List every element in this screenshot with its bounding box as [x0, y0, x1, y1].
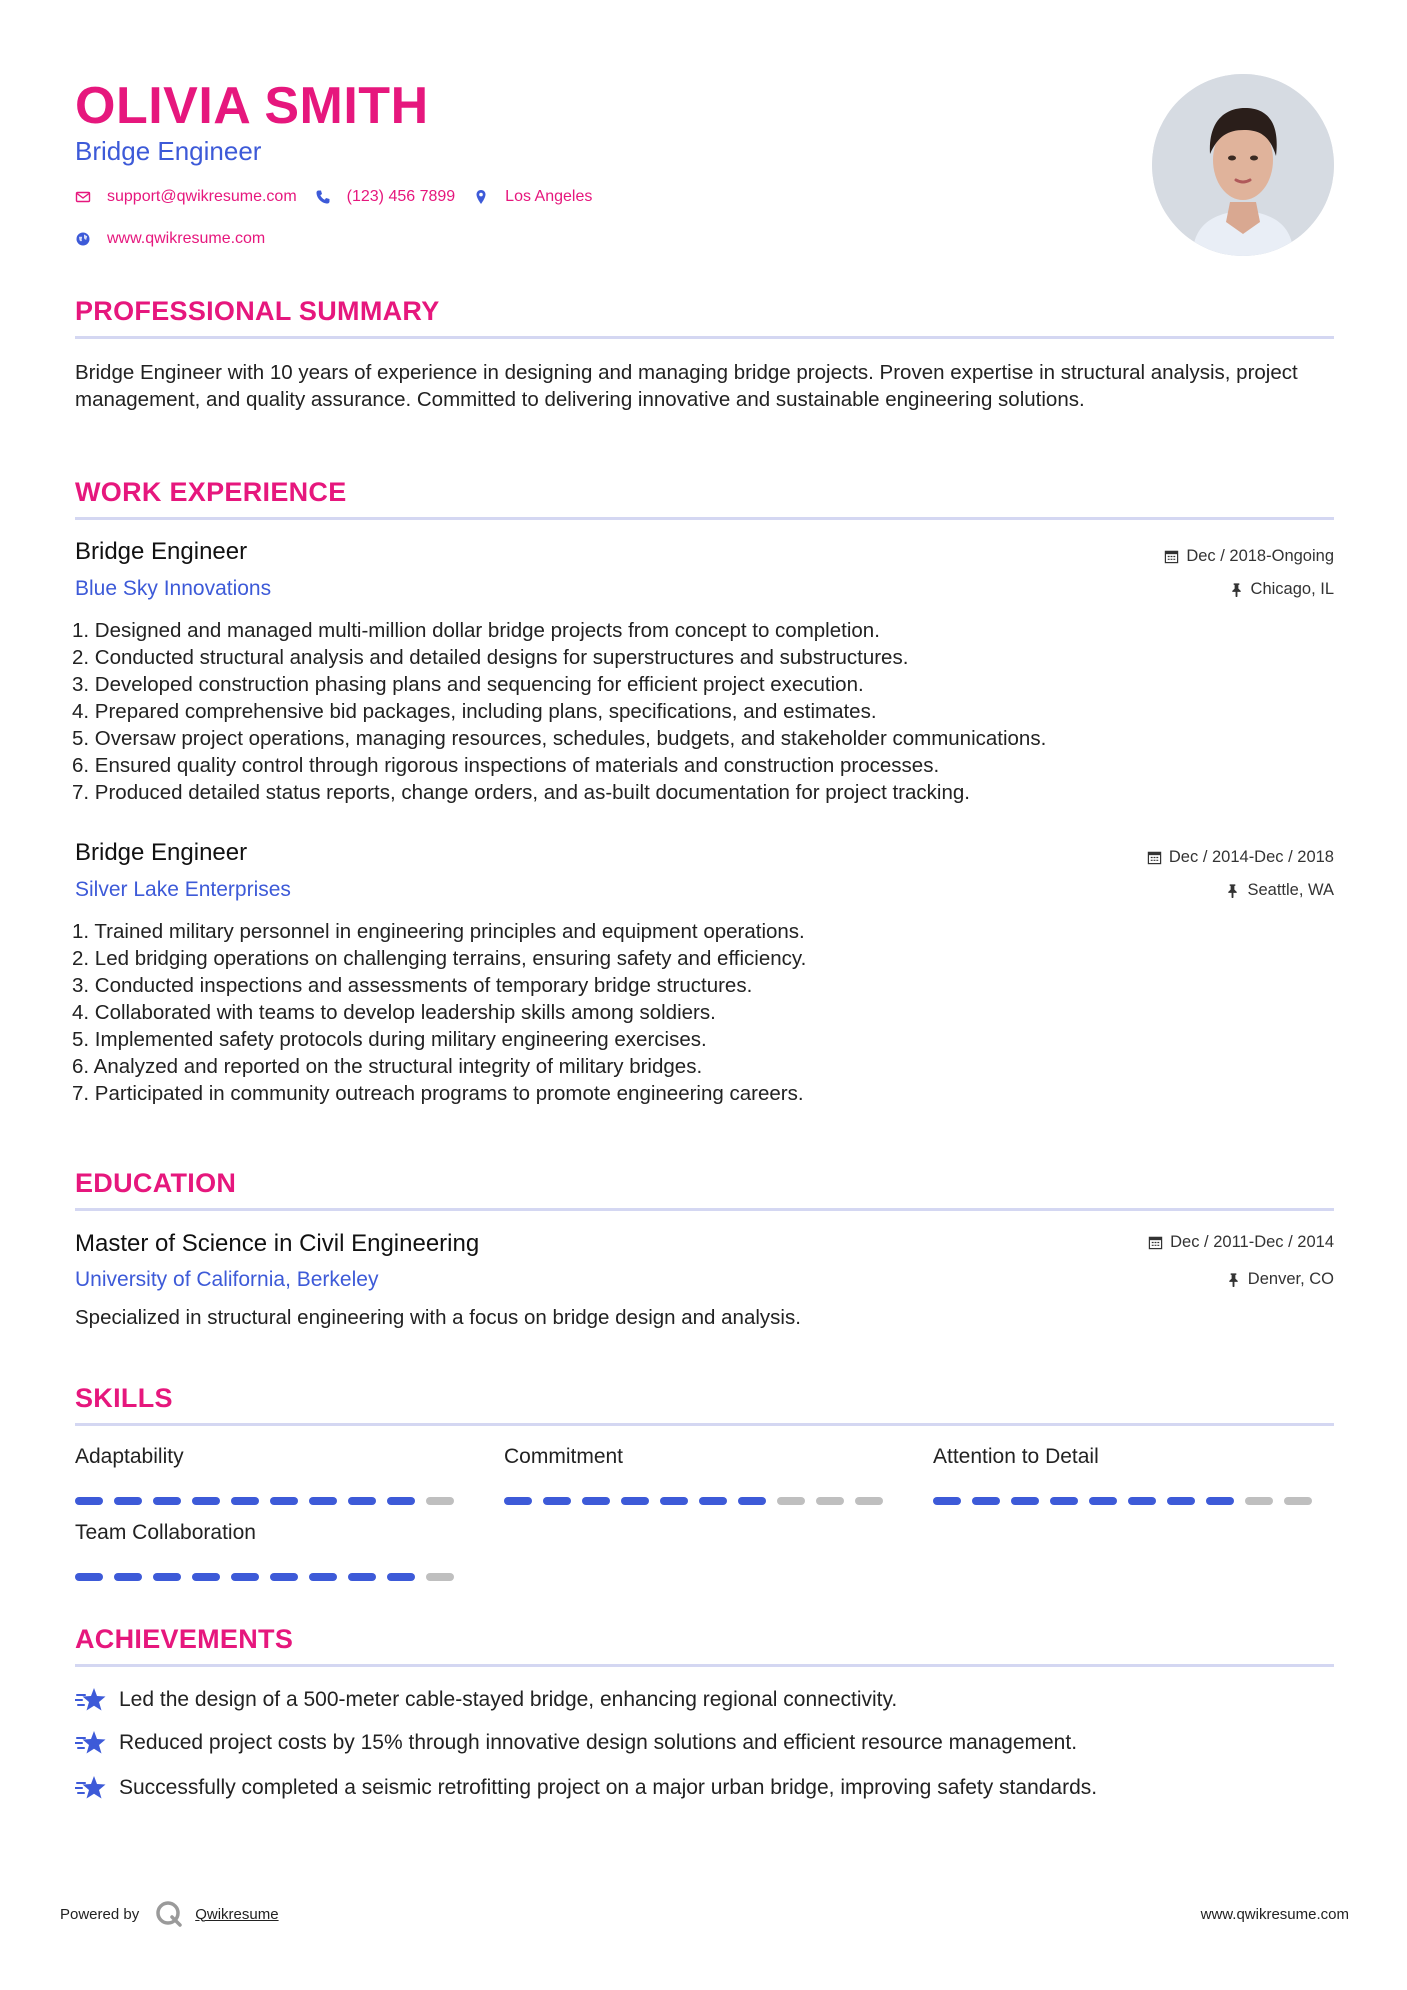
- skill-segment-filled: [270, 1573, 298, 1581]
- skill-segment-filled: [75, 1573, 103, 1581]
- skill-segment-empty: [816, 1497, 844, 1505]
- education-degree: Master of Science in Civil Engineering: [75, 1230, 480, 1257]
- location-item: [473, 188, 592, 206]
- job-2-location: [1225, 881, 1334, 900]
- skill-segment-filled: [231, 1497, 259, 1505]
- qwikresume-link[interactable]: Qwikresume: [195, 1905, 279, 1923]
- list-item: 4. Prepared comprehensive bid packages, including plans, specifications, and estimates.: [72, 700, 877, 723]
- phone-text: (123) 456 7899: [346, 188, 456, 205]
- skill-segment-filled: [582, 1497, 610, 1505]
- education-location-text: Denver, CO: [1247, 1270, 1334, 1288]
- star-icon: [75, 1686, 107, 1714]
- skill-segment-empty: [1284, 1497, 1312, 1505]
- achievement-text: Reduced project costs by 15% through innovative design solutions and efficient resource management.: [119, 1731, 1078, 1754]
- skill-segment-filled: [504, 1497, 532, 1505]
- website-text: www.qwikresume.com: [107, 230, 266, 247]
- footer-website[interactable]: www.qwikresume.com: [1200, 1906, 1349, 1923]
- pushpin-icon: [1225, 883, 1240, 898]
- candidate-title: Bridge Engineer: [75, 136, 262, 166]
- skills-heading: SKILLS: [75, 1383, 173, 1413]
- job-1-dates: [1164, 547, 1334, 566]
- skill-segment-filled: [699, 1497, 727, 1505]
- skill-segment-filled: [972, 1497, 1000, 1505]
- achievements-heading: ACHIEVEMENTS: [75, 1624, 294, 1654]
- skill-segment-filled: [387, 1497, 415, 1505]
- skill-segment-filled: [270, 1497, 298, 1505]
- job-2-title: Bridge Engineer: [75, 839, 248, 866]
- skill-segment-filled: [621, 1497, 649, 1505]
- skill-segment-filled: [114, 1497, 142, 1505]
- skill-segment-filled: [1050, 1497, 1078, 1505]
- experience-divider: [75, 517, 1334, 520]
- education-school: University of California, Berkeley: [75, 1268, 379, 1291]
- footer-powered-by: [60, 1900, 279, 1928]
- skill-segment-filled: [1089, 1497, 1117, 1505]
- list-item: 4. Collaborated with teams to develop leadership skills among soldiers.: [72, 1001, 716, 1024]
- education-heading: EDUCATION: [75, 1168, 237, 1198]
- contact-row-2: [75, 230, 283, 248]
- skill-segment-filled: [933, 1497, 961, 1505]
- summary-divider: [75, 336, 1334, 339]
- list-item: 2. Conducted structural analysis and detailed designs for superstructures and substructures.: [72, 646, 909, 669]
- skill-segment-filled: [114, 1573, 142, 1581]
- skill-segment-empty: [855, 1497, 883, 1505]
- skill-label: Team Collaboration: [75, 1521, 256, 1544]
- skill-meter: [933, 1497, 1312, 1505]
- skill-meter: [75, 1497, 454, 1505]
- education-divider: [75, 1208, 1334, 1211]
- skills-divider: [75, 1423, 1334, 1426]
- skill-meter: [504, 1497, 883, 1505]
- skill-attention-to-detail: [933, 1445, 1099, 1469]
- skill-meter: [75, 1573, 454, 1581]
- skill-segment-filled: [153, 1497, 181, 1505]
- email-item[interactable]: [75, 188, 297, 206]
- list-item: 6. Analyzed and reported on the structural integrity of military bridges.: [72, 1055, 703, 1078]
- pushpin-icon: [1226, 1272, 1241, 1287]
- skill-segment-filled: [1011, 1497, 1039, 1505]
- star-icon: [75, 1774, 107, 1802]
- list-item: 3. Conducted inspections and assessments of temporary bridge structures.: [72, 974, 753, 997]
- star-icon: [75, 1729, 107, 1757]
- powered-by-label: Powered by: [60, 1905, 140, 1923]
- website-item[interactable]: [75, 230, 265, 248]
- education-dates-text: Dec / 2011-Dec / 2014: [1170, 1233, 1334, 1251]
- skill-adaptability: [75, 1445, 184, 1469]
- job-2-bullets: [72, 918, 806, 1107]
- email-text: support@qwikresume.com: [107, 188, 297, 205]
- skill-segment-filled: [75, 1497, 103, 1505]
- skill-segment-empty: [1245, 1497, 1273, 1505]
- skill-commitment: [504, 1445, 623, 1469]
- skill-segment-filled: [387, 1573, 415, 1581]
- calendar-icon: [1147, 850, 1162, 865]
- skill-label: Adaptability: [75, 1445, 184, 1468]
- list-item: 2. Led bridging operations on challenging terrains, ensuring safety and efficiency.: [72, 947, 807, 970]
- achievement-text: Successfully completed a seismic retrofitting project on a major urban bridge, improving safety standards.: [119, 1776, 1098, 1799]
- skill-segment-filled: [231, 1573, 259, 1581]
- achievement-text: Led the design of a 500-meter cable-stayed bridge, enhancing regional connectivity.: [119, 1688, 898, 1711]
- skill-segment-filled: [192, 1497, 220, 1505]
- skill-segment-filled: [153, 1573, 181, 1581]
- skill-segment-filled: [1128, 1497, 1156, 1505]
- skill-label: Attention to Detail: [933, 1445, 1099, 1468]
- summary-text: Bridge Engineer with 10 years of experience in designing and managing bridge projects. Proven expertise in structural analysis, project management, and quality assurance. Committed to delivering innovative and sustainable engineering solutions.: [75, 361, 1298, 411]
- education-dates: [1148, 1233, 1334, 1252]
- achievements-divider: [75, 1664, 1334, 1667]
- pushpin-icon: [1229, 582, 1244, 597]
- job-1-location: [1229, 580, 1334, 599]
- list-item: 1. Trained military personnel in engineering principles and equipment operations.: [72, 920, 805, 943]
- list-item: 7. Participated in community outreach programs to promote engineering careers.: [72, 1082, 804, 1105]
- job-1-bullets: [72, 617, 1046, 806]
- skill-segment-filled: [309, 1497, 337, 1505]
- job-2-dates-text: Dec / 2014-Dec / 2018: [1168, 848, 1334, 866]
- skill-segment-filled: [348, 1573, 376, 1581]
- calendar-icon: [1164, 549, 1179, 564]
- job-1-title: Bridge Engineer: [75, 538, 248, 565]
- skill-segment-filled: [543, 1497, 571, 1505]
- location-text: Los Angeles: [505, 188, 593, 205]
- job-1-company: Blue Sky Innovations: [75, 577, 272, 600]
- achievement-item: [75, 1774, 1097, 1802]
- skill-segment-filled: [309, 1573, 337, 1581]
- phone-item[interactable]: [315, 188, 456, 206]
- contact-row-1: [75, 188, 610, 206]
- envelope-icon: [75, 189, 91, 205]
- education-location: [1226, 1270, 1334, 1289]
- skill-segment-empty: [426, 1497, 454, 1505]
- skill-segment-filled: [348, 1497, 376, 1505]
- list-item: 5. Implemented safety protocols during military engineering exercises.: [72, 1028, 707, 1051]
- skill-segment-empty: [777, 1497, 805, 1505]
- skill-segment-filled: [738, 1497, 766, 1505]
- calendar-icon: [1148, 1235, 1163, 1250]
- job-1-location-text: Chicago, IL: [1250, 580, 1334, 598]
- profile-photo: [1152, 74, 1334, 256]
- skill-segment-filled: [1206, 1497, 1234, 1505]
- education-description: Specialized in structural engineering with a focus on bridge design and analysis.: [75, 1306, 801, 1329]
- job-2-location-text: Seattle, WA: [1247, 881, 1334, 899]
- list-item: 1. Designed and managed multi-million dollar bridge projects from concept to completion.: [72, 619, 880, 642]
- globe-icon: [75, 231, 91, 247]
- job-2-company: Silver Lake Enterprises: [75, 878, 291, 901]
- skill-team-collaboration: [75, 1521, 256, 1545]
- skill-segment-filled: [192, 1573, 220, 1581]
- qwikresume-logo-icon: [155, 1900, 183, 1928]
- list-item: 5. Oversaw project operations, managing resources, schedules, budgets, and stakeholder communications.: [72, 727, 1047, 750]
- skill-label: Commitment: [504, 1445, 624, 1468]
- job-1-dates-text: Dec / 2018-Ongoing: [1186, 547, 1334, 565]
- achievement-item: [75, 1686, 897, 1714]
- list-item: 3. Developed construction phasing plans and sequencing for efficient project execution.: [72, 673, 864, 696]
- list-item: 6. Ensured quality control through rigorous inspections of materials and construction processes.: [72, 754, 940, 777]
- experience-heading: WORK EXPERIENCE: [75, 477, 347, 507]
- skill-segment-empty: [426, 1573, 454, 1581]
- skill-segment-filled: [1167, 1497, 1195, 1505]
- job-2-dates: [1147, 848, 1334, 867]
- map-pin-icon: [473, 189, 489, 205]
- portrait-illustration: [1152, 74, 1334, 256]
- skill-segment-filled: [660, 1497, 688, 1505]
- summary-heading: PROFESSIONAL SUMMARY: [75, 296, 440, 326]
- achievement-item: [75, 1729, 1077, 1757]
- phone-icon: [315, 189, 331, 205]
- list-item: 7. Produced detailed status reports, change orders, and as-built documentation for project tracking.: [72, 781, 970, 804]
- candidate-name: OLIVIA SMITH: [75, 77, 429, 135]
